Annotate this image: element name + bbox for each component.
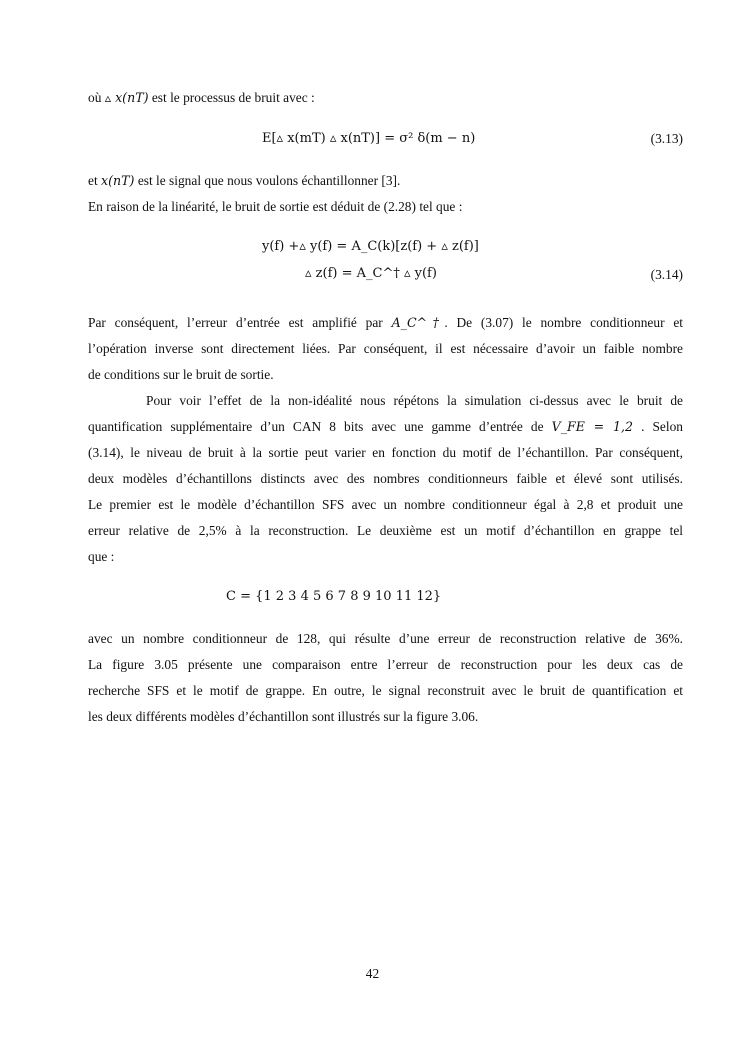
paragraph-line xyxy=(88,315,683,331)
equation-3-14b: ▵ z(f) = A_C^† ▵ y(f) xyxy=(305,266,437,281)
paragraph-line: avec un nombre conditionneur de 128, qui résulte d’une erreur de reconstruction relative de 36%. xyxy=(88,631,683,646)
paragraph-line: Le premier est le modèle d’échantillon SFS avec un nombre conditionneur égal à 2,8 et produit une xyxy=(88,497,683,512)
paragraph-line: les deux différents modèles d’échantillon sont illustrés sur la figure 3.06. xyxy=(88,709,479,724)
text-line xyxy=(88,90,315,106)
equation-c-set: C = {1 2 3 4 5 6 7 8 9 10 11 12} xyxy=(226,589,442,604)
paragraph-line: (3.14), le niveau de bruit à la sortie peut varier en fonction du motif de l’échantillon. Par conséquent, xyxy=(88,445,683,460)
paragraph-line: erreur relative de 2,5% à la reconstruction. Le deuxième est un motif d’échantillon en grappe tel xyxy=(88,523,683,538)
text: quantification supplémentaire d’un CAN 8 bits avec une gamme d’entrée de xyxy=(88,419,544,434)
text: . Selon xyxy=(641,419,683,434)
paragraph-line: recherche SFS et le motif de grappe. En outre, le signal reconstruit avec le bruit de quantification et xyxy=(88,683,683,698)
paragraph-line xyxy=(88,419,683,435)
math-inline: V_FE = 1,2 xyxy=(551,419,633,434)
paragraph-line: de conditions sur le bruit de sortie. xyxy=(88,367,274,382)
text: est le signal que nous voulons échantillonner [3]. xyxy=(134,173,401,188)
equation-number: (3.14) xyxy=(650,267,683,282)
paragraph-line: l’opération inverse sont directement liées. Par conséquent, il est nécessaire d’avoir un faible nombre xyxy=(88,341,683,356)
math-inline: A_C^† xyxy=(391,315,445,330)
paragraph-line: que : xyxy=(88,549,115,564)
text-line xyxy=(88,173,400,189)
page-number: 42 xyxy=(365,966,380,981)
text: où xyxy=(88,90,105,105)
paragraph-line: La figure 3.05 présente une comparaison entre l’erreur de reconstruction pour les deux cas de xyxy=(88,657,683,672)
paragraph-line: deux modèles d’échantillons distincts avec des nombres conditionneurs faible et élevé sont utilisés. xyxy=(88,471,683,486)
text: Par conséquent, l’erreur d’entrée est amplifié par xyxy=(88,315,383,330)
equation-number: (3.13) xyxy=(650,131,683,146)
paragraph-line: Pour voir l’effet de la non-idéalité nous répétons la simulation ci-dessus avec le bruit de xyxy=(146,393,683,408)
math-inline: ▵ x(nT) xyxy=(104,90,149,105)
equation-3-14a: y(f) +▵ y(f) = A_C(k)[z(f) + ▵ z(f)] xyxy=(262,239,479,254)
text-line: En raison de la linéarité, le bruit de sortie est déduit de (2.28) tel que : xyxy=(88,199,463,214)
text: est le processus de bruit avec : xyxy=(148,90,315,105)
math-inline: x(nT) xyxy=(101,173,135,188)
equation-3-13: E[▵ x(mT) ▵ x(nT)] = σ² δ(m − n) xyxy=(262,131,476,146)
text: . De (3.07) le nombre conditionneur et xyxy=(444,315,683,330)
text: et xyxy=(88,173,102,188)
